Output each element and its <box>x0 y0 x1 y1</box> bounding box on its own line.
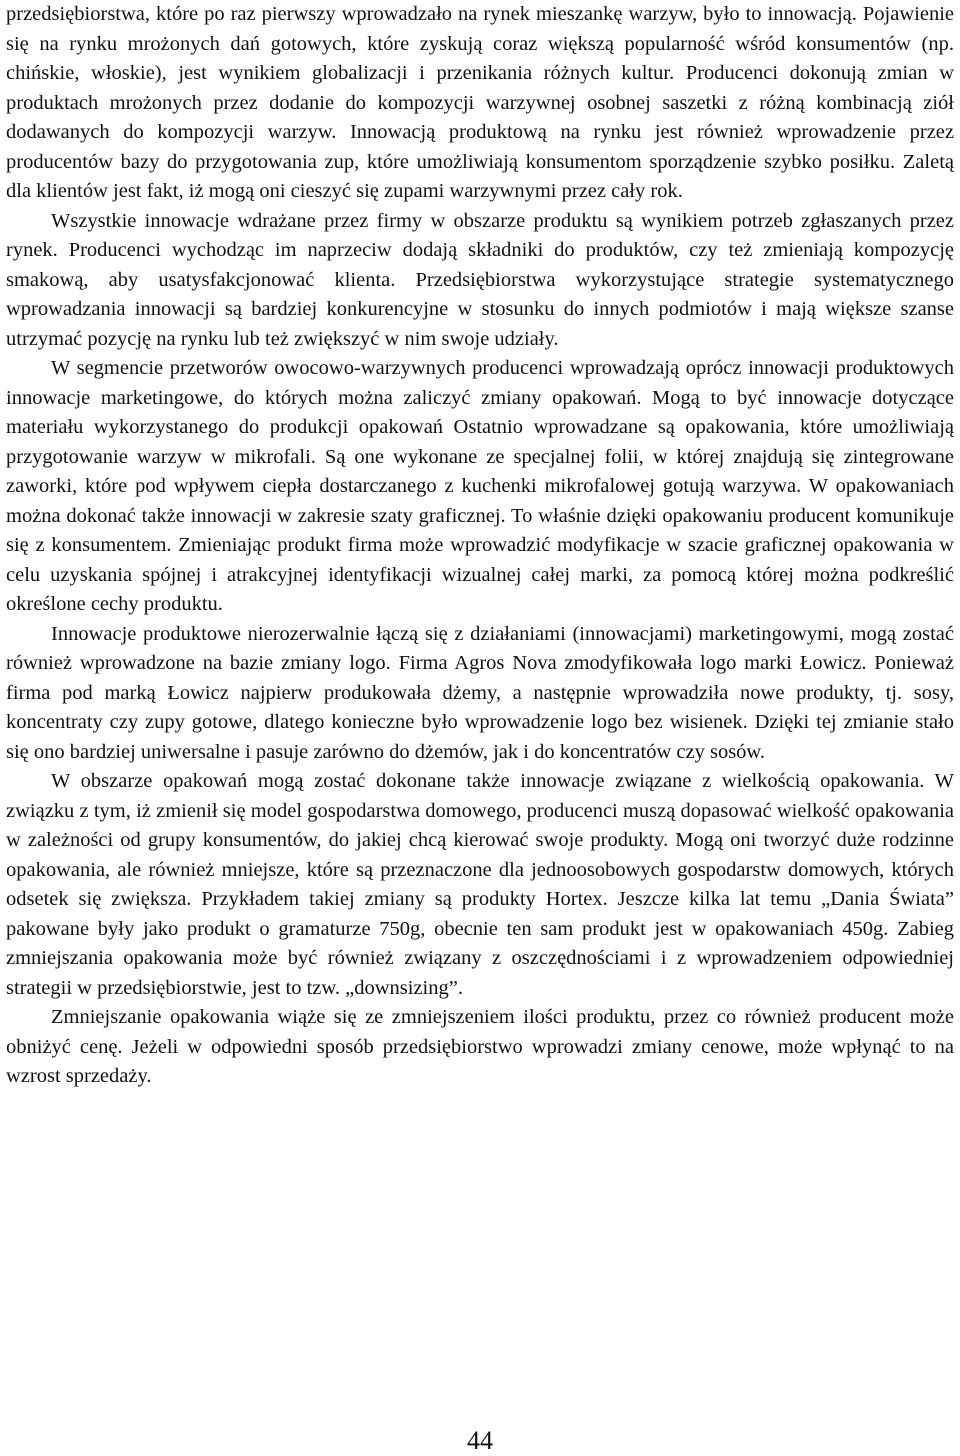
document-page <box>6 0 954 1455</box>
paragraph-6: Zmniejszanie opakowania wiąże się ze zmniejszeniem ilości produktu, przez co również producent może obniżyć cenę. Jeżeli w odpowiedni sposób przedsiębiorstwo wprowadzi zmiany cenowe, może wpłynąć to na wzrost sprzedaży. <box>6 1006 954 1087</box>
page-number: 44 <box>467 1426 493 1455</box>
paragraph-5: W obszarze opakowań mogą zostać dokonane także innowacje związane z wielkością opakowania. W związku z tym, iż zmienił się model gospodarstwa domowego, producenci muszą dopasować wielkość opakowania w zależności od grupy konsumentów, do jakiej chcą kierować swoje produkty. Mogą oni tworzyć duże rodzinne opakowania, ale również mniejsze, które są przeznaczone dla jednoosobowych gospodarstw domowych, których odsetek się zwiększa. Przykładem takiej zmiany są produkty Hortex. Jeszcze kilka lat temu „Dania Świata” pakowane były jako produkt o gramaturze 750g, obecnie ten sam produkt jest w opakowaniach 450g. Zabieg zmniejszania opakowania może być również związany z oszczędnościami i z wprowadzeniem odpowiedniej strategii w przedsiębiorstwie, jest to tzw. „downsizing”. <box>6 770 954 999</box>
paragraph-2: Wszystkie innowacje wdrażane przez firmy w obszarze produktu są wynikiem potrzeb zgłaszanych przez rynek. Producenci wychodząc im naprzeciw dodają składniki do produktów, czy też zmieniają kompozycję smakową, aby usatysfakcjonować klienta. Przedsiębiorstwa wykorzystujące strategie systematycznego wprowadzania innowacji są bardziej konkurencyjne w stosunku do innych podmiotów i mają większe szanse utrzymać pozycję na rynku lub też zwiększyć w nim swoje udziały. <box>6 209 954 350</box>
paragraph-1: przedsiębiorstwa, które po raz pierwszy wprowadzało na rynek mieszankę warzyw, było to innowacją. Pojawienie się na rynku mrożonych dań gotowych, które zyskują coraz większą popularność wśród konsumentów (np. chińskie, włoskie), jest wynikiem globalizacji i przenikania różnych kultur. Producenci dokonują zmian w produktach mrożonych przez dodanie do kompozycji warzywnej osobnej saszetki z różną kombinacją ziół dodawanych do kompozycji warzyw. Innowacją produktową na rynku jest również wprowadzenie przez producentów bazy do przygotowania zup, które umożliwiają konsumentom sporządzenie szybko posiłku. Zaletą dla klientów jest fakt, iż mogą oni cieszyć się zupami warzywnymi przez cały rok. <box>6 3 954 202</box>
paragraph-4: Innowacje produktowe nierozerwalnie łączą się z działaniami (innowacjami) marketingowymi, mogą zostać również wprowadzone na bazie zmiany logo. Firma Agros Nova zmodyfikowała logo marki Łowicz. Ponieważ firma pod marką Łowicz najpierw produkowała dżemy, a następnie wprowadziła nowe produkty, tj. sosy, koncentraty czy zupy gotowe, dlatego konieczne było wprowadzenie logo bez wisienek. Dzięki tej zmianie stało się ono bardziej uniwersalne i pasuje zarówno do dżemów, jak i do koncentratów czy sosów. <box>6 622 954 763</box>
document-body <box>6 0 954 1092</box>
paragraph-3: W segmencie przetworów owocowo-warzywnych producenci wprowadzają oprócz innowacji produktowych innowacje marketingowe, do których można zaliczyć zmiany opakowań. Mogą to być innowacje dotyczące materiału wykorzystanego do produkcji opakowań Ostatnio wprowadzane są opakowania, które umożliwiają przygotowanie warzyw w mikrofali. Są one wykonane ze specjalnej folii, w której znajdują się zintegrowane zaworki, które pod wpływem ciepła dostarczanego z kuchenki mikrofalowej gotują warzywa. W opakowaniach można dokonać także innowacji w zakresie szaty graficznej. To właśnie dzięki opakowaniu producent komunikuje się z konsumentem. Zmieniając produkt firma może wprowadzić modyfikacje w szacie graficznej opakowania w celu uzyskania spójnej i atrakcyjnej identyfikacji wizualnej całej marki, za pomocą której można podkreślić określone cechy produktu. <box>6 357 954 615</box>
